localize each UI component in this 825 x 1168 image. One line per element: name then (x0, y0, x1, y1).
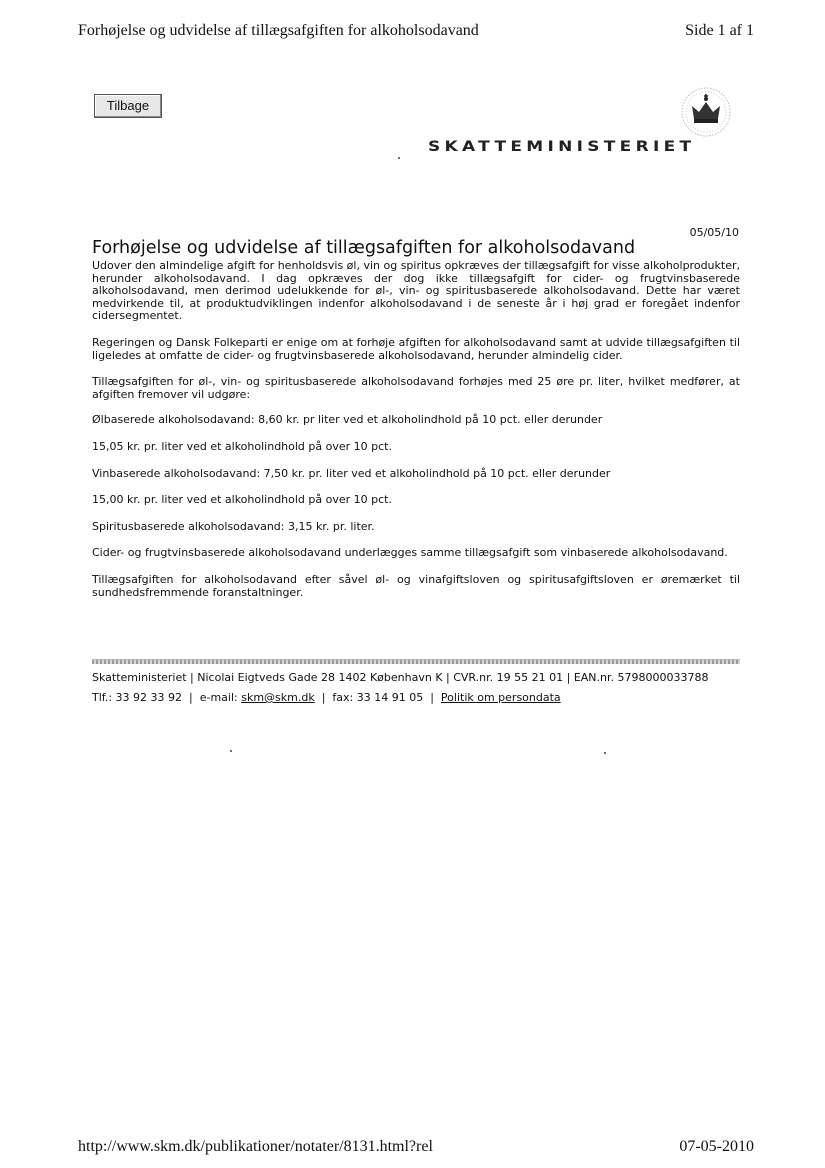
paragraph: 15,05 kr. pr. liter ved et alkoholindhold på over 10 pct. (92, 439, 392, 453)
privacy-policy-link[interactable]: Politik om persondata (440, 691, 561, 704)
contact-line2 (92, 688, 712, 708)
paragraph: Cider- og frugtvinsbaserede alkoholsodavand underlægges samme tillægsafgift som vinbaserede alkoholsodavand. (92, 546, 728, 560)
paragraph: Regeringen og Dansk Folkeparti er enige om at forhøje afgiften for alkoholsodavand samt at udvide tillægsafgiften til ligeledes at omfatte de cider- og frugtvinsbaserede alkoholsodavand, herunder almindelig cider. (92, 335, 740, 362)
paragraph: Tillægsafgiften for øl-, vin- og spiritusbaserede alkoholsodavand forhøjes med 25 øre pr. liter, hvilket medfører, at afgiften fremover vil udgøre: (92, 375, 740, 401)
scan-speck (230, 750, 232, 752)
paragraph: Spiritusbaserede alkoholsodavand: 3,15 kr. pr. liter. (92, 519, 375, 533)
contact-info (92, 668, 712, 708)
print-header (78, 22, 754, 40)
article-body (92, 238, 740, 613)
print-date: 07-05-2010 (679, 1138, 754, 1155)
footer-divider (92, 659, 740, 664)
scan-speck (398, 157, 400, 159)
print-header-title: Forhøjelse og udvidelse af tillægsafgiften for alkoholsodavand (78, 22, 479, 39)
back-button[interactable]: Tilbage (94, 94, 162, 118)
article-title: Forhøjelse og udvidelse af tillægsafgiften for alkoholsodavand (92, 238, 636, 258)
paragraph: 15,00 kr. pr. liter ved et alkoholindhold på over 10 pct. (92, 493, 392, 507)
print-url: http://www.skm.dk/publikationer/notater/8131.html?rel (78, 1138, 433, 1155)
scan-speck (604, 752, 606, 754)
contact-fax: | fax: 33 14 91 05 | (314, 691, 441, 704)
publish-date: 05/05/10 (689, 226, 739, 239)
contact-phone: Tlf.: 33 92 33 92 | e-mail: (92, 691, 242, 704)
ministry-wordmark: SKATTEMINISTERIET (428, 138, 696, 155)
crown-icon (680, 86, 732, 138)
print-footer (78, 1138, 754, 1156)
paragraph: Ølbaserede alkoholsodavand: 8,60 kr. pr liter ved et alkoholindhold på 10 pct. eller derunder (92, 413, 603, 427)
email-link[interactable]: skm@skm.dk (241, 691, 315, 704)
print-page-number: Side 1 af 1 (685, 22, 754, 39)
contact-address: Skatteministeriet | Nicolai Eigtveds Gade 28 1402 København K | CVR.nr. 19 55 21 01 | EAN.nr. 5798000033788 (92, 671, 709, 684)
paragraph: Udover den almindelige afgift for henholdsvis øl, vin og spiritus opkræves der tillægsafgift for visse alkoholprodukter, herunder alkoholsodavand. I dag opkræves der dog ikke tillægsafgift for cider- og frugtvinsbaserede alkoholsodavand, men derimod udelukkende for øl-, vin- og spiritusbaserede alkoholsodavand. Dette har været medvirkende til, at produktudviklingen indenfor alkoholsodavand i de seneste år i høj grad er foregået indenfor cidersegmentet. (92, 259, 740, 323)
paragraph: Tillægsafgiften for alkoholsodavand efter såvel øl- og vinafgiftsloven og spiritusafgiftsloven er øremærket til sundhedsfremmende foranstaltninger. (92, 572, 740, 599)
paragraph: Vinbaserede alkoholsodavand: 7,50 kr. pr. liter ved et alkoholindhold på 10 pct. eller derunder (92, 466, 611, 480)
